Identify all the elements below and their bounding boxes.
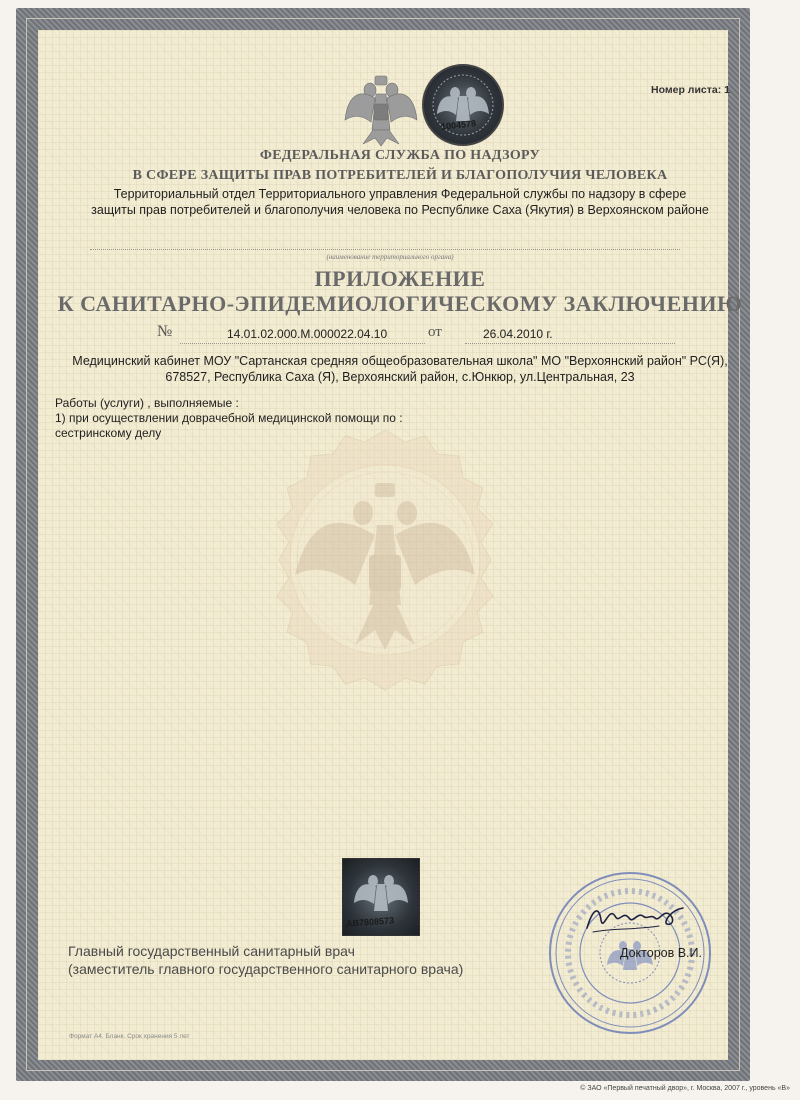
works-heading: Работы (услуги) , выполняемые : [55, 396, 239, 410]
conclusion-number-rule [180, 343, 425, 344]
document-title-line1: ПРИЛОЖЕНИЕ [314, 266, 486, 291]
agency-name-line2: В СФЕРЕ ЗАЩИТЫ ПРАВ ПОТРЕБИТЕЛЕЙ И БЛАГОПОЛУЧИЯ ЧЕЛОВЕКА [132, 168, 668, 183]
organization-address: 678527, Республика Саха (Я), Верхоянский район, с.Юнкюр, ул.Центральная, 23 [165, 370, 635, 384]
conclusion-date-rule [465, 343, 675, 344]
watermark-emblem-rosette [235, 425, 535, 695]
agency-name-line1: ФЕДЕРАЛЬНАЯ СЛУЖБА ПО НАДЗОРУ [259, 148, 541, 163]
sheet-number: Номер листа: 1 [651, 84, 730, 96]
works-item-1: 1) при осуществлении доврачебной медицинской помощи по : [55, 411, 403, 425]
conclusion-number: 14.01.02.000.М.000022.04.10 [227, 327, 388, 341]
hologram-seal-top [422, 64, 504, 146]
hologram-eagle-icon [424, 66, 502, 144]
handwritten-signature [583, 898, 688, 938]
hologram-top-number: 1004578 [440, 118, 477, 132]
signer-position-line1: Главный государственный санитарный врач [68, 943, 355, 959]
form-format-note: Формат А4. Бланк. Срок хранения 5 лет [69, 1033, 190, 1040]
document-title-line2: К САНИТАРНО-ЭПИДЕМИОЛОГИЧЕСКОМУ ЗАКЛЮЧЕНИЮ [57, 291, 743, 316]
signer-position-line2: (заместитель главного государственного санитарного врача) [68, 961, 464, 977]
territorial-organ-caption: (наименование территориального органа) [326, 253, 454, 261]
state-emblem-icon [343, 72, 419, 148]
conclusion-number-label: № [157, 323, 173, 340]
territorial-department-line1: Территориальный отдел Территориального управления Федеральной службы по надзору в сфере [113, 187, 687, 201]
territorial-organ-rule [90, 249, 680, 250]
signer-name: Докторов В.И. [620, 946, 702, 960]
organization-name: Медицинский кабинет МОУ "Сартанская средняя общеобразовательная школа" МО "Верхоянский район" РС(Я), [72, 354, 728, 368]
works-item-1-detail: сестринскому делу [55, 426, 162, 440]
conclusion-date: 26.04.2010 г. [483, 327, 553, 341]
conclusion-date-label: от [428, 324, 442, 340]
territorial-department-line2: защиты прав потребителей и благополучия человека по Республике Саха (Якутия) в Верхоянском районе [91, 203, 709, 217]
printer-imprint: © ЗАО «Первый печатный двор», г. Москва, 2007 г., уровень «В» [580, 1085, 790, 1092]
hologram-bottom-number: АВ7808573 [345, 915, 395, 929]
